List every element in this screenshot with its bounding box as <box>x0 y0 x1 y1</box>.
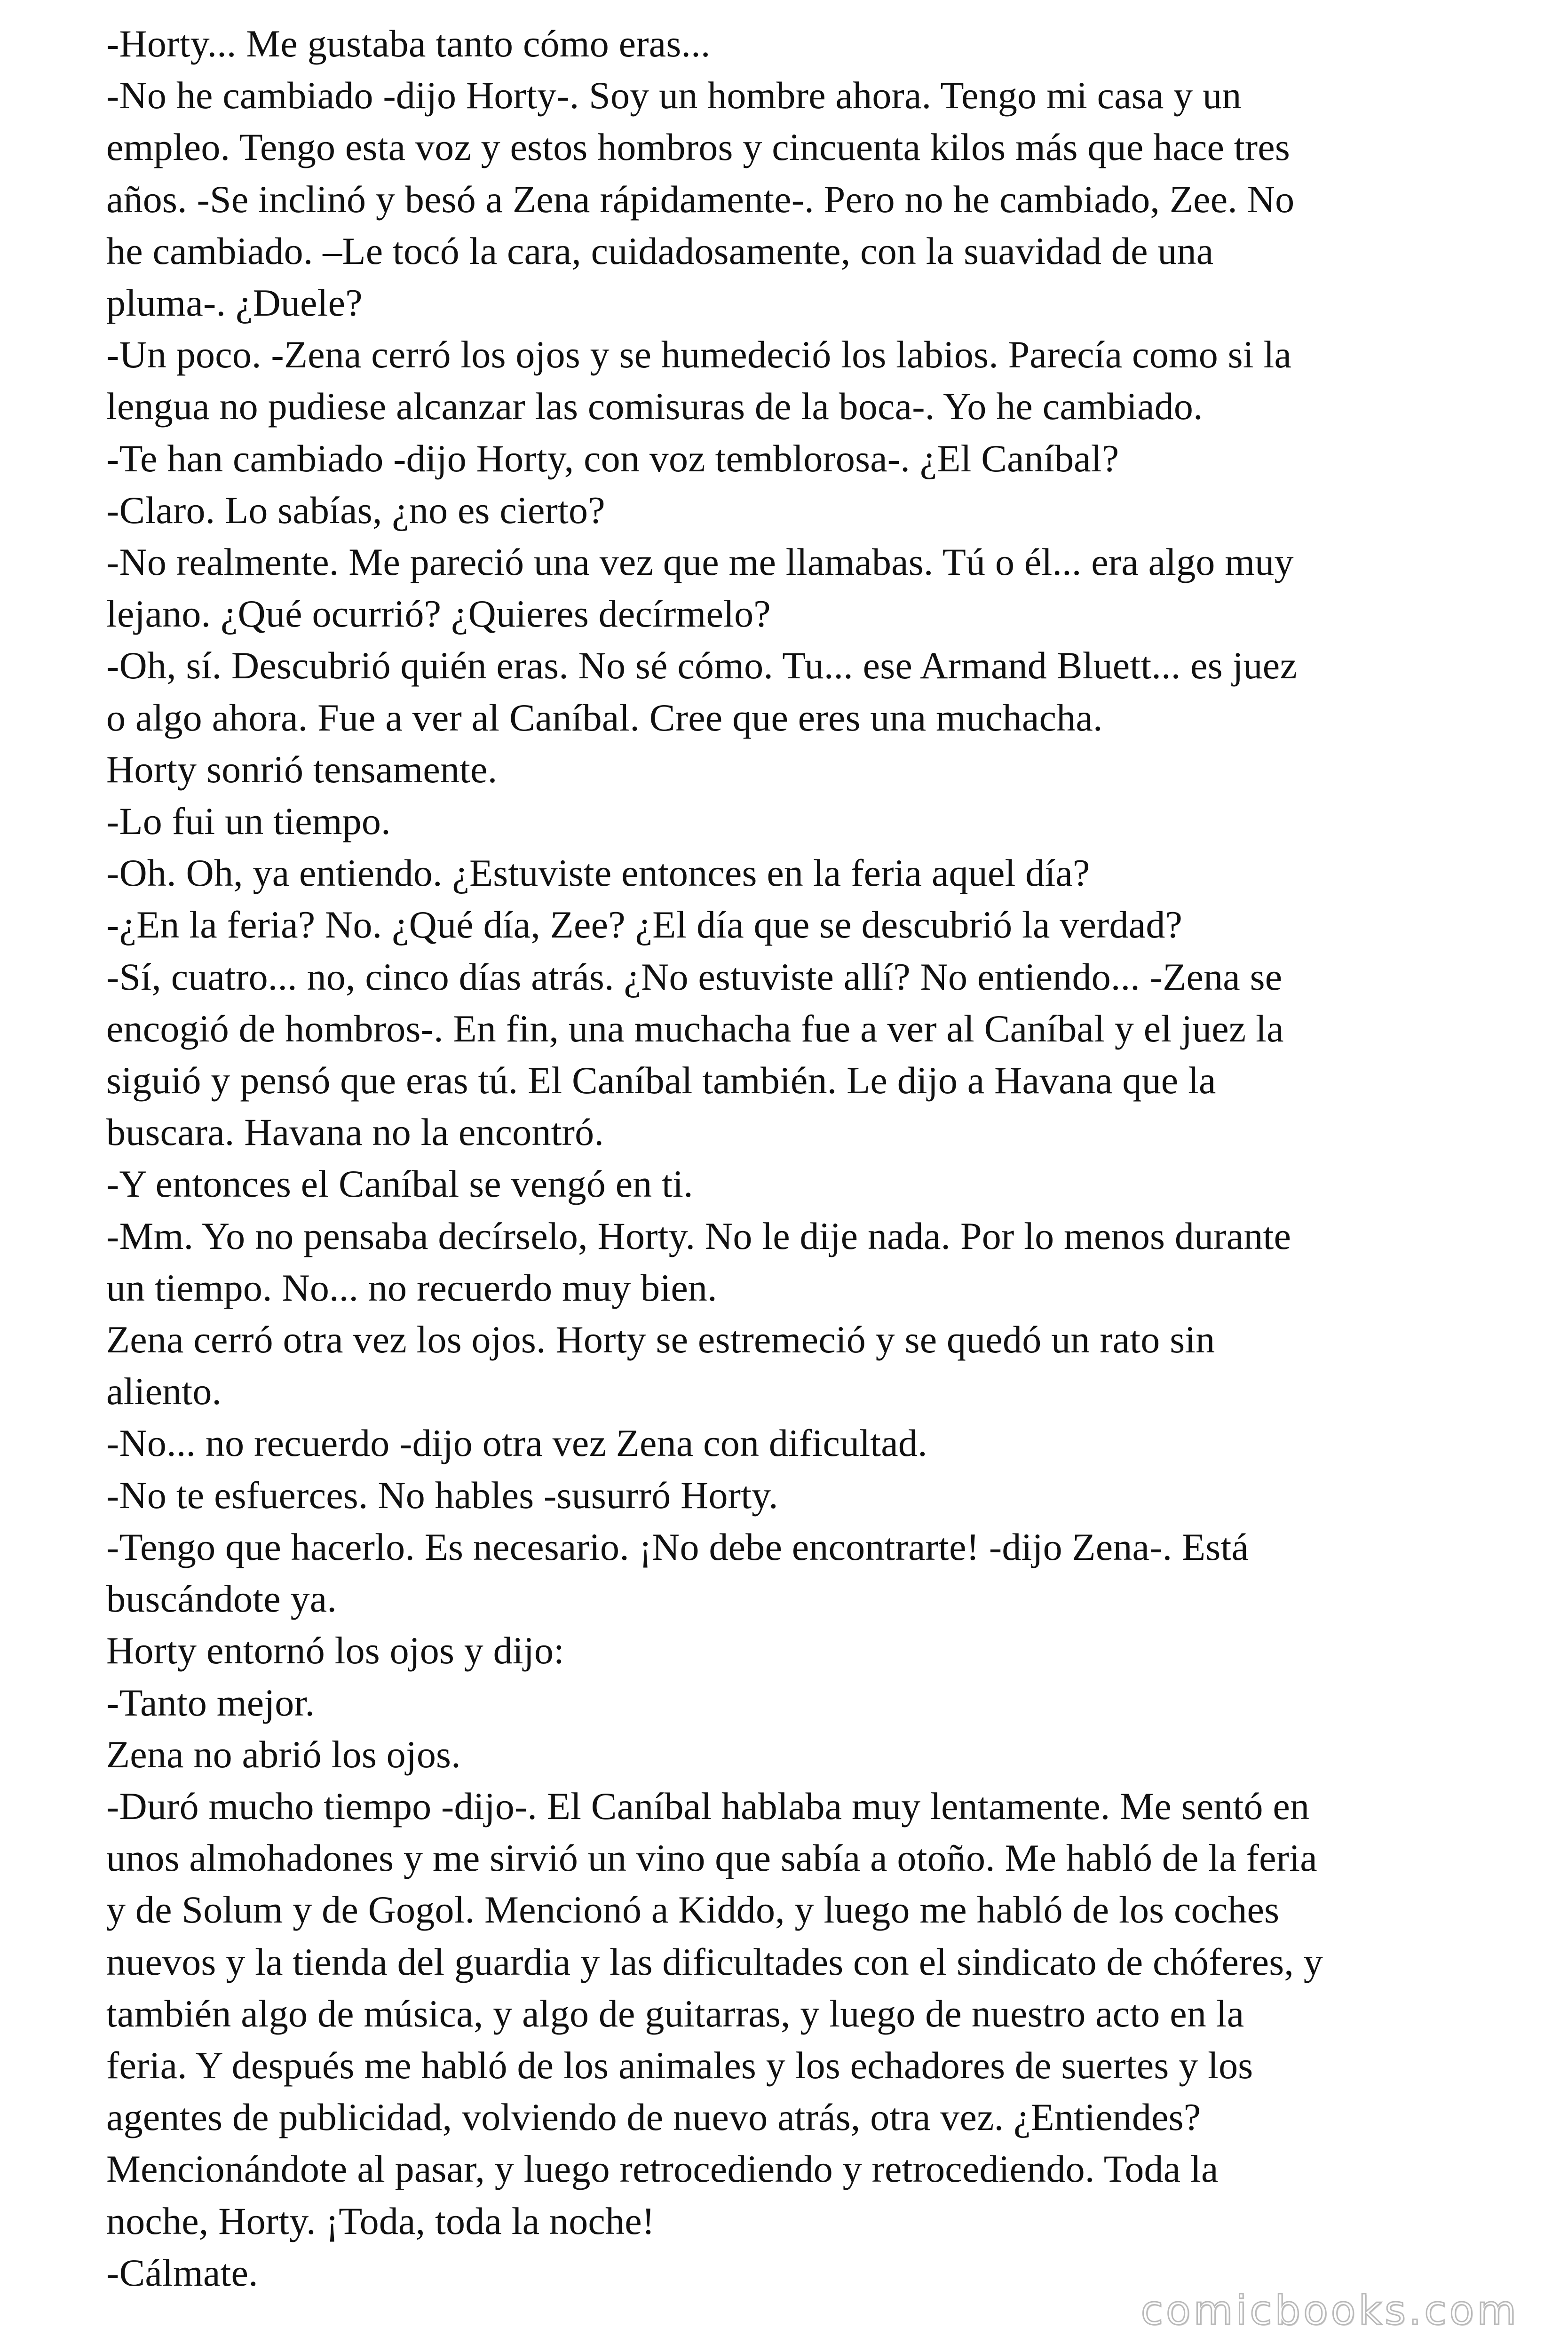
text-line: buscándote ya. <box>106 1577 337 1621</box>
text-line: -Lo fui un tiempo. <box>106 800 391 843</box>
text-line: Mencionándote al pasar, y luego retrocediendo y retrocediendo. Toda la <box>106 2147 1219 2191</box>
text-line: -Mm. Yo no pensaba decírselo, Horty. No le dije nada. Por lo menos durante <box>106 1214 1291 1257</box>
text-line: unos almohadones y me sirvió un vino que sabía a otoño. Me habló de la feria <box>106 1836 1317 1880</box>
text-line: -Y entonces el Caníbal se vengó en ti. <box>106 1162 693 1206</box>
text-line: y de Solum y de Gogol. Mencionó a Kiddo, y luego me habló de los coches <box>106 1888 1280 1931</box>
text-line: he cambiado. –Le tocó la cara, cuidadosamente, con la suavidad de una <box>106 229 1214 272</box>
text-line: agentes de publicidad, volviendo de nuevo atrás, otra vez. ¿Entiendes? <box>106 2096 1201 2139</box>
text-line: aliento. <box>106 1370 222 1413</box>
text-line: -Te han cambiado -dijo Horty, con voz temblorosa-. ¿El Caníbal? <box>106 437 1119 480</box>
text-line: -Tengo que hacerlo. Es necesario. ¡No debe encontrarte! -dijo Zena-. Está <box>106 1525 1249 1568</box>
text-line: -Duró mucho tiempo -dijo-. El Caníbal hablaba muy lentamente. Me sentó en <box>106 1784 1310 1828</box>
text-line: noche, Horty. ¡Toda, toda la noche! <box>106 2199 655 2242</box>
text-line: -Oh. Oh, ya entiendo. ¿Estuviste entonces en la feria aquel día? <box>106 851 1090 895</box>
text-line: Horty entornó los ojos y dijo: <box>106 1629 565 1672</box>
text-line: -No realmente. Me pareció una vez que me llamabas. Tú o él... era algo muy <box>106 540 1294 584</box>
text-line: Zena no abrió los ojos. <box>106 1732 461 1776</box>
text-line: -Claro. Lo sabías, ¿no es cierto? <box>106 488 605 532</box>
text-line: nuevos y la tienda del guardia y las dificultades con el sindicato de chóferes, y <box>106 1940 1323 1983</box>
text-line: años. -Se inclinó y besó a Zena rápidamente-. Pero no he cambiado, Zee. No <box>106 177 1295 221</box>
watermark-logo: comicbooks.com <box>1140 2287 1519 2334</box>
text-line: Horty sonrió tensamente. <box>106 747 498 791</box>
text-line: pluma-. ¿Duele? <box>106 281 363 325</box>
text-line: -Sí, cuatro... no, cinco días atrás. ¿No estuviste allí? No entiendo... -Zena se <box>106 955 1283 998</box>
text-line: -Horty... Me gustaba tanto cómo eras... <box>106 22 711 65</box>
text-line: -Oh, sí. Descubrió quién eras. No sé cómo. Tu... ese Armand Bluett... es juez <box>106 644 1297 687</box>
text-line: feria. Y después me habló de los animales y los echadores de suertes y los <box>106 2043 1253 2087</box>
text-line: lengua no pudiese alcanzar las comisuras de la boca-. Yo he cambiado. <box>106 385 1203 428</box>
text-line: también algo de música, y algo de guitarras, y luego de nuestro acto en la <box>106 1992 1244 2035</box>
text-line: encogió de hombros-. En fin, una muchacha fue a ver al Caníbal y el juez la <box>106 1007 1284 1050</box>
text-line: Zena cerró otra vez los ojos. Horty se estremeció y se quedó un rato sin <box>106 1318 1215 1361</box>
text-line: -No... no recuerdo -dijo otra vez Zena con dificultad. <box>106 1422 927 1465</box>
text-line: lejano. ¿Qué ocurrió? ¿Quieres decírmelo? <box>106 592 771 636</box>
text-line: -¿En la feria? No. ¿Qué día, Zee? ¿El día que se descubrió la verdad? <box>106 903 1183 946</box>
text-line: -No te esfuerces. No hables -susurró Horty. <box>106 1473 778 1517</box>
text-line: siguió y pensó que eras tú. El Caníbal también. Le dijo a Havana que la <box>106 1059 1216 1102</box>
document-body <box>106 18 1517 2299</box>
text-line: -Cálmate. <box>106 2251 258 2294</box>
text-line: -No he cambiado -dijo Horty-. Soy un hombre ahora. Tengo mi casa y un <box>106 74 1242 117</box>
text-line: un tiempo. No... no recuerdo muy bien. <box>106 1266 717 1309</box>
text-line: -Tanto mejor. <box>106 1681 315 1724</box>
text-line: empleo. Tengo esta voz y estos hombros y cincuenta kilos más que hace tres <box>106 126 1291 169</box>
text-line: buscara. Havana no la encontró. <box>106 1111 604 1154</box>
text-line: -Un poco. -Zena cerró los ojos y se humedeció los labios. Parecía como si la <box>106 333 1292 376</box>
text-line: o algo ahora. Fue a ver al Caníbal. Cree que eres una muchacha. <box>106 696 1103 739</box>
